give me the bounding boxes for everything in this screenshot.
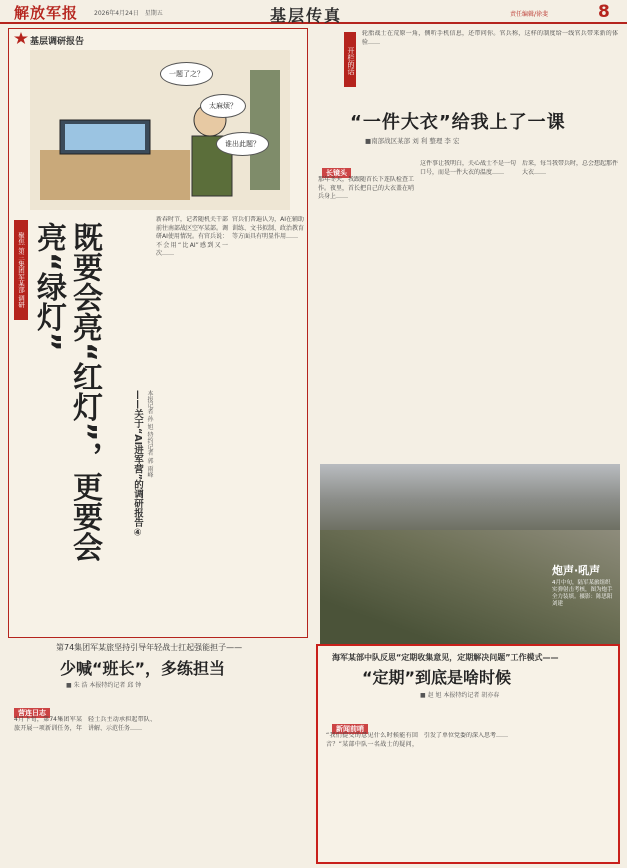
speech-bubble-2: 太麻烦？ [200,94,246,118]
bottom-left-headline: 少喊“班长”，多练担当 [60,659,226,678]
page-section-title: 基层传真 [270,6,343,25]
feature-byline: 本报记者 孙 旭 特约记者 郭 雨峰 [146,390,153,478]
bottom-right-byline: ■ 赵 旭 本报特约记者 胡亦春 [420,692,500,699]
photo-section-title: 炮声·吼声 [552,564,601,577]
bottom-left-byline: ■ 朱 浩 本报特约记者 邱 钟 [66,682,142,689]
bottom-left-body: 4月下旬，第74集团军某旅开展一项新训任务，年轻士兵主动承担起带队、讲解、示范任务…… [14,716,156,732]
feature-subheadline: ——关于“AI进军营”的调研报告④ [132,390,143,539]
cartoon-illustration [30,50,290,210]
bottom-left-tag: 营连日志 [14,708,50,718]
feature-body-col-2: 官兵们普遍认为，AI在辅助训练、文书拟制、政治教育等方面具有明显作用…… [232,216,304,241]
section-tag: 长镜头 [322,168,351,178]
side-tag: 聚焦 第三集团军某部 调研 [14,220,28,320]
bottom-right-body: “我们提交的意见什么时候能有回音？”某部中队一名战士的疑问，引发了单位党委的深入思考…… [326,732,509,748]
feature-headline: 既要会亮“红灯”，更要会亮“绿灯” [31,222,102,562]
center-body-col-3: 后来，每当我带兵时，总会想起那件大衣…… [522,160,618,176]
center-body-col-2: 这件事让我明白，关心战士不是一句口号，而是一件大衣的温度…… [420,160,516,176]
feature-body-col-1: 新春时节，记者随机关干部前往南部战区空军某部。调研AI使用情况。有官兵说：不会用“比AI”感到又一次…… [156,216,228,258]
bottom-right-headline: “定期”到底是啥时候 [362,668,512,687]
center-article-title: “一件大衣”给我上了一课 [350,112,566,133]
newspaper-logo: 解放军报 [14,4,79,22]
section-tag-wrapper [322,160,392,177]
center-body-col-1: 那年冬天，我跟随首长下连队检查工作。夜里，首长把自己的大衣盖在哨兵身上…… [318,176,414,201]
column-tag: 基层调研报告 [30,37,85,47]
opener-tag: 开栏的话 [344,32,356,87]
editor-credit: 责任编辑/徐斐 [510,11,549,18]
photo-caption: 4月中旬，陆军某旅组织实弹射击考核，图为炮手全力装填。摄影：陈思阳 刘建 [552,580,613,607]
center-article-byline: ■南部战区某部 刘 利 整理 李 宏 [365,137,460,145]
speech-bubble-3: 谁出此题？ [216,132,269,156]
opener-text: 轮胎战士在荒原一角，侧听手机信息，还带问你。官兵称，这样的制度给一线官兵带来新的体验…… [362,30,618,46]
landscape-photo [320,464,620,534]
page-number: 8 [598,2,610,22]
bottom-left-kicker: 第74集团军某旅坚持引导年轻战士扛起强能担子—— [56,643,243,652]
issue-date: 2026年4月24日 星期五 [94,10,163,17]
bottom-right-tag: 新闻前哨 [332,724,368,734]
bottom-right-kicker: 海军某部中队反思“定期收集意见，定期解决问题”工作模式—— [332,653,559,662]
speech-bubble-1: 一题了之？ [160,62,213,86]
